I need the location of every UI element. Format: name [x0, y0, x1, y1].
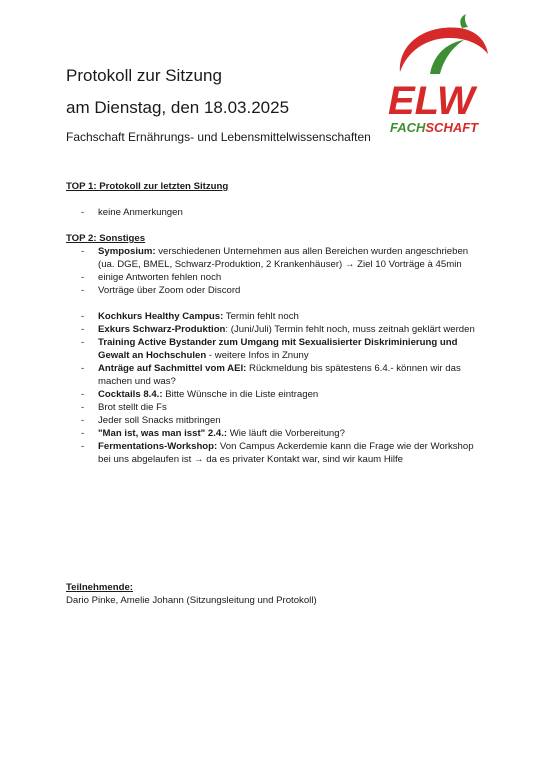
logo-elw-text: ELW — [388, 79, 475, 123]
minutes-body — [66, 180, 486, 466]
list-item-bold: Cocktails 8.4.: — [98, 389, 163, 400]
list-item-plain: Rückmeldung bis spätestens 6.4.- können wir das machen und was? — [98, 363, 461, 387]
list-item — [66, 271, 486, 284]
list-item-text — [98, 427, 486, 440]
list-item — [66, 323, 486, 336]
list-item-plain: Wie läuft die Vorbereitung? — [227, 428, 345, 439]
logo-fachschaft-text — [390, 120, 479, 135]
top1-list — [66, 206, 486, 219]
list-item-bold: Exkurs Schwarz-Produktion — [98, 324, 226, 335]
list-item-bold: Fermentations-Workshop: — [98, 441, 218, 452]
list-dash: - — [81, 207, 85, 218]
document-title-line2: am Dienstag, den 18.03.2025 — [66, 98, 290, 117]
list-item-plain: verschiedenen Unternehmen aus allen Bereichen wurden angeschrieben (ua. DGE, BMEL, Schwarz-Produktion, 2 Krankenhäuser) → Ziel 10 Vorträge à 45min — [98, 246, 469, 270]
list-item-plain: Termin fehlt noch — [223, 311, 299, 322]
list-item-plain: : (Juni/Juli) Termin fehlt noch, muss zeitnah geklärt werden — [225, 324, 475, 335]
list-item-plain: einige Antworten fehlen noch — [98, 272, 222, 283]
list-dash: - — [81, 363, 85, 374]
list-item-bold: "Man ist, was man isst" 2.4.: — [98, 428, 228, 439]
list-item-plain: Bitte Wünsche in die Liste eintragen — [162, 389, 319, 400]
list-item — [66, 427, 486, 440]
list-item-bold: Anträge auf Sachmittel vom AEI: — [98, 363, 247, 374]
list-item — [66, 310, 486, 323]
list-item-text — [98, 310, 486, 323]
list-item — [66, 414, 486, 427]
list-item — [66, 206, 486, 219]
list-item-text — [98, 362, 486, 388]
list-item-plain: Vorträge über Zoom oder Discord — [98, 285, 241, 296]
list-item-plain: - weitere Infos in Znuny — [206, 350, 309, 361]
list-dash: - — [81, 285, 85, 296]
list-dash: - — [81, 311, 85, 322]
list-dash: - — [81, 337, 85, 348]
logo-green-leaf — [460, 14, 468, 28]
logo-schaft-text: SCHAFT — [425, 120, 479, 135]
list-item-text — [98, 323, 486, 336]
top1-heading: TOP 1: Protokoll zur letzten Sitzung — [66, 181, 229, 192]
list-dash: - — [81, 246, 85, 257]
document-title-line1: Protokoll zur Sitzung — [66, 66, 222, 85]
participants-heading: Teilnehmende: — [66, 582, 133, 593]
list-item — [66, 284, 486, 297]
list-item — [66, 336, 486, 362]
list-item-text — [98, 336, 486, 362]
list-item-plain: keine Anmerkungen — [98, 207, 183, 218]
list-dash: - — [81, 441, 85, 452]
list-dash: - — [81, 428, 85, 439]
list-item-bold: Symposium: — [98, 246, 156, 257]
list-item-bold: Kochkurs Healthy Campus: — [98, 311, 224, 322]
list-item-text — [98, 401, 486, 414]
logo-green-arc — [430, 40, 464, 74]
list-dash: - — [81, 402, 85, 413]
list-dash: - — [81, 415, 85, 426]
list-item-plain: Von Campus Ackerdemie kann die Frage wie der Workshop bei uns abgelaufen ist → da es privater Kontakt war, sind wir kaum Hilfe — [98, 441, 474, 465]
top2-heading: TOP 2: Sonstiges — [66, 233, 146, 244]
participants-section — [66, 581, 486, 607]
list-item — [66, 362, 486, 388]
participants-names: Dario Pinke, Amelie Johann (Sitzungsleitung und Protokoll) — [66, 595, 317, 606]
elw-fachschaft-logo — [380, 14, 500, 144]
list-item-plain: Jeder soll Snacks mitbringen — [98, 415, 221, 426]
list-item — [66, 440, 486, 466]
list-item — [66, 388, 486, 401]
list-item — [66, 245, 486, 271]
list-item-text — [98, 440, 486, 466]
list-dash: - — [81, 324, 85, 335]
list-item-text — [98, 245, 486, 271]
list-item-bold: Training Active Bystander zum Umgang mit Sexualisierter Diskriminierung und Gewalt an Hochschulen — [98, 337, 458, 361]
document-subtitle: Fachschaft Ernährungs- und Lebensmittelwissenschaften — [66, 130, 371, 144]
logo-fach-text: FACH — [390, 120, 426, 135]
list-item-text — [98, 414, 486, 427]
list-item-text — [98, 271, 486, 284]
list-dash: - — [81, 272, 85, 283]
list-item-text — [98, 284, 486, 297]
list-dash: - — [81, 389, 85, 400]
list-item-text — [98, 388, 486, 401]
list-item-text — [98, 206, 486, 219]
list-item — [66, 401, 486, 414]
top2-list — [66, 245, 486, 466]
list-item-plain: Brot stellt die Fs — [98, 402, 167, 413]
